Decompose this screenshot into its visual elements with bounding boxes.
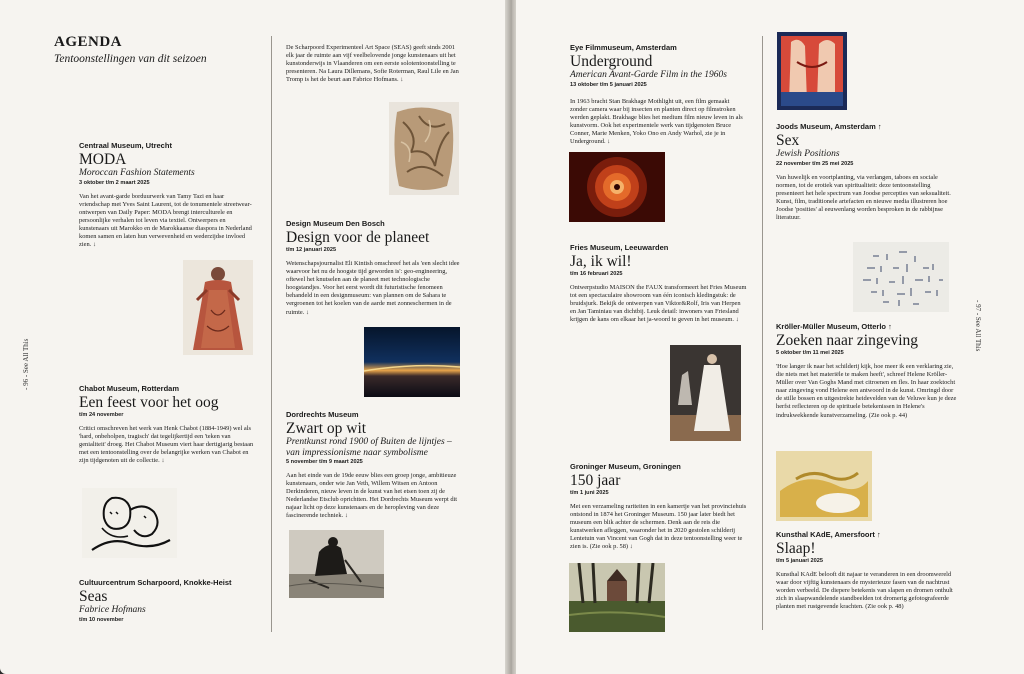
- spring-garden-painting: [569, 563, 665, 632]
- venue-label: Chabot Museum, Rotterdam: [79, 384, 180, 393]
- chabot-drawing: [82, 488, 177, 558]
- venue-label: Design Museum Den Bosch: [286, 219, 385, 228]
- entry-dordrechts: [286, 410, 464, 521]
- exhibition-title: Design voor de planeet: [286, 229, 430, 246]
- exhibition-text: Van het avant-garde borduurwerk van Tamy Tazi en haar vriendschap met Yves Saint Laurent, tot de tonumentele streetwear-ontwerpen van Daily Paper: MODA brengt interculturele en persoonlijke verhalen tot leven via textiel. Ontwerpers en kunstenaars uit Marokko en de Marokkaanse diaspora in Nederland komen samen en laten hun verwevenheid en wederzijdse invloed zien. ↓: [79, 192, 252, 249]
- venue-label: Groninger Museum, Groningen: [570, 462, 681, 471]
- exhibition-text: Aan het einde van de 19de eeuw blies een groep jonge, ambitieuze kunstenaars, onder wie Jan Veth, Willem Witsen en Antoon Derkinderen, nieuw leven in de kunst van het etsen toen zij de Nederlandse Etsclub oprichtten. Het Dordrechts Museum werpt dit najaar licht op deze kunstenaars en de heropleving van deze fascinerende techniek. ↓: [286, 472, 458, 520]
- exhibition-title: Underground: [570, 53, 653, 70]
- exhibition-dates: t/m 16 februari 2025: [570, 271, 623, 277]
- column-divider: [762, 36, 763, 630]
- exhibition-title: Slaap!: [776, 540, 816, 557]
- exhibition-dates: t/m 5 januari 2025: [776, 558, 823, 564]
- entry-chabot: [79, 384, 255, 465]
- exhibition-subtitle: Fabrice Hofmans: [79, 605, 146, 615]
- exhibition-dates: t/m 24 november: [79, 412, 124, 418]
- moda-photo: [183, 260, 253, 355]
- entry-scharpoord-text: [286, 44, 462, 84]
- exhibition-text: Kunsthal KAdE belooft dit najaar te veranderen in een droomwereld waar door vijftig kunstenaars de mysterieuze fasen van de nachtrust worden verbeeld. De diepere betekenis van slapen en dromen onthult zich in slaapwandelende standbeelden tot dromerig gefotografeerde planten met rustgevende krachten. (Zie ook p. 48): [776, 571, 953, 611]
- sex-artwork: [777, 32, 847, 110]
- exhibition-dates: 3 oktober t/m 2 maart 2025: [79, 179, 150, 186]
- seas-artwork: [389, 102, 459, 195]
- exhibition-subtitle: Moroccan Fashion Statements: [79, 168, 195, 178]
- entry-kade: [776, 530, 958, 611]
- exhibition-text: Van huwelijk en voortplanting, via verlangen, taboes en sociale normen, tot de erotiek van spiritualiteit: deze tentoonstelling presenteert het hele spectrum van Joodse percepties van seksualiteit. Kunst, film, traditionele artefacten en nieuwe media illustreren hoe Joodse 'posities' al eeuwenlang worden besproken in de rabbijnse literatuur.: [776, 173, 951, 221]
- exhibition-title: Zoeken naar zingeving: [776, 332, 919, 349]
- page-subtitle: Tentoonstellingen van dit seizoen: [54, 53, 207, 65]
- exhibition-dates: 22 november t/m 25 mei 2025: [776, 160, 854, 167]
- venue-label: Eye Filmmuseum, Amsterdam: [570, 43, 677, 52]
- entry-scharpoord: [79, 578, 259, 624]
- exhibition-text: In 1963 bracht Stan Brakhage Mothlight uit, een film gemaakt zonder camera waar bij insecten en planten direct op filmstroken werden geplakt. Brakhage blies het medium film nieuw leven in als kunstvorm. Ook het experimentele werk van tijdgenoten Bruce Conner, Marie Menken, Yoko Ono en Andy Warhol, zie je in Underground. ↓: [570, 97, 743, 145]
- exhibition-title: 150 jaar: [570, 472, 621, 489]
- agenda-header: [54, 34, 254, 65]
- folio-right: - 97 - See All This: [974, 300, 982, 352]
- planet-photo: [364, 327, 460, 397]
- exhibition-title: Seas: [79, 588, 108, 605]
- exhibition-text: 'Hoe langer ik naar het schilderij kijk, hoe meer ik een verklaring zie, die niets met het materiële te maken heeft', schreef Helene Kröller-Müller over Van Goghs Mand met citroenen en fles. In haar zoektocht naar zingeving vond Helene een antwoord in de kunst. Omringd door de stille bossen en uitgestrekte heidevelden van de Veluwe kun je deze herfst reflecteren op de spirituele betekenissen in Helene's indrukwekkende kunstverzameling. (Zie ook p. 44): [776, 363, 957, 419]
- exhibition-title: MODA: [79, 151, 127, 168]
- page-title: AGENDA: [54, 34, 123, 50]
- exhibition-subtitle: Jewish Positions: [776, 149, 840, 159]
- wedding-dress-photo: [670, 345, 741, 441]
- exhibition-subtitle: Prentkunst rond 1900 of Buiten de lijntjes – van impressionisme naar symbolisme: [286, 437, 452, 458]
- left-page: [0, 0, 508, 674]
- exhibition-title: Ja, ik wil!: [570, 253, 632, 270]
- venue-label: Joods Museum, Amsterdam ↑: [776, 122, 882, 131]
- right-page: [516, 0, 1024, 674]
- entry-centraal: [79, 141, 255, 249]
- exhibition-dates: 13 oktober t/m 5 januari 2025: [570, 81, 647, 88]
- exhibition-text: Ontwerpstudio MAISON the FAUX transformeert het Fries Museum tot een spectaculaire showroom van één iconisch kledingstuk: de bruidsjurk. Bekijk de ontwerpen van Viktor&Rolf, Iris van Herpen en Jan Taminiau van dichtbij. Leuk detail: inwoners van Friesland krijgen de kans om elkaar het ja-woord te geven in het museum. ↓: [570, 284, 747, 324]
- exhibition-subtitle: American Avant-Garde Film in the 1960s: [570, 70, 727, 80]
- exhibition-title: Zwart op wit: [286, 420, 367, 437]
- exhibition-text: Met een verzameling rariteiten in een kamertje van het provinciehuis ontstond in 1874 het Groninger Museum. 150 jaar later biedt het museum een blik achter de schermen. Denk aan de reis die kunstwerken afleggen, waaronder het in 2020 gestolen schilderij Lentetuin van Vincent van Gogh dat in deze tentoonstelling weer te zien is. (Zie ook p. 58) ↓: [570, 503, 747, 551]
- entry-joods: [776, 122, 958, 222]
- entry-fries: [570, 243, 748, 324]
- exhibition-text: Critici omschreven het werk van Henk Chabot (1884-1949) wel als 'hard, onbeholpen, tragisch' dat tegelijkertijd een 'teken van genialiteit' droeg. Het Chabot Museum viert haar dertigjarig bestaan met een tentoonstelling over de belangrijke werken van Chabot en zijn tijdgenoten uit de collectie. ↓: [79, 425, 254, 465]
- entry-designmuseum: [286, 219, 462, 317]
- venue-label: Dordrechts Museum: [286, 410, 359, 419]
- exhibition-dates: t/m 12 januari 2025: [286, 247, 337, 253]
- venue-label: Fries Museum, Leeuwarden: [570, 243, 669, 252]
- etching-print: [289, 530, 384, 598]
- entry-kroller: [776, 322, 958, 420]
- venue-label: Kröller-Müller Museum, Otterlo ↑: [776, 322, 892, 331]
- exhibition-dates: t/m 10 november: [79, 616, 124, 623]
- exhibition-dates: 5 oktober t/m 11 mei 2025: [776, 350, 844, 356]
- exhibition-text: Wetenschapsjournalist Eli Kintish omschreef het als 'een slecht idee waarvoor het nu de hoogste tijd geworden is': geo-engineering, oftewel het knutselen aan de planeet met technologische hoogstandjes. Voor het eerst wordt dit futuristische fenomeen behandeld in een designmuseum: van plannen om de Sahara te vergroenen tot het koelen van de aarde met zonneschermen in de ruimte. ↓: [286, 260, 460, 316]
- underground-still: [569, 152, 665, 222]
- entry-groninger: [570, 462, 748, 552]
- entry-eye: [570, 43, 748, 146]
- mondrian-pier-sea: [853, 242, 949, 312]
- exhibition-title: Sex: [776, 132, 800, 149]
- sleep-artwork: [776, 451, 872, 521]
- venue-label: Centraal Museum, Utrecht: [79, 141, 172, 150]
- column-divider: [271, 36, 272, 632]
- exhibition-text: De Scharpoord Experimenteel Art Space (SEAS) geeft sinds 2001 elk jaar de ruimte aan vijf veelbelovende jonge kunstenaars uit het kunstonderwijs in Vlaanderen om een eerste solotentoonstelling te presenteren. Na Laura Dillemans, Sofie Roterman, Raul Lile en Jan Tromp is het de beurt aan Fabrice Hofmans. ↓: [286, 44, 459, 84]
- exhibition-title: Een feest voor het oog: [79, 394, 219, 411]
- venue-label: Cultuurcentrum Scharpoord, Knokke-Heist: [79, 578, 232, 587]
- venue-label: Kunsthal KAdE, Amersfoort ↑: [776, 530, 881, 539]
- folio-left: - 96 - See All This: [22, 338, 30, 390]
- exhibition-dates: 5 november t/m 9 maart 2025: [286, 459, 363, 465]
- exhibition-dates: t/m 1 juni 2025: [570, 490, 609, 496]
